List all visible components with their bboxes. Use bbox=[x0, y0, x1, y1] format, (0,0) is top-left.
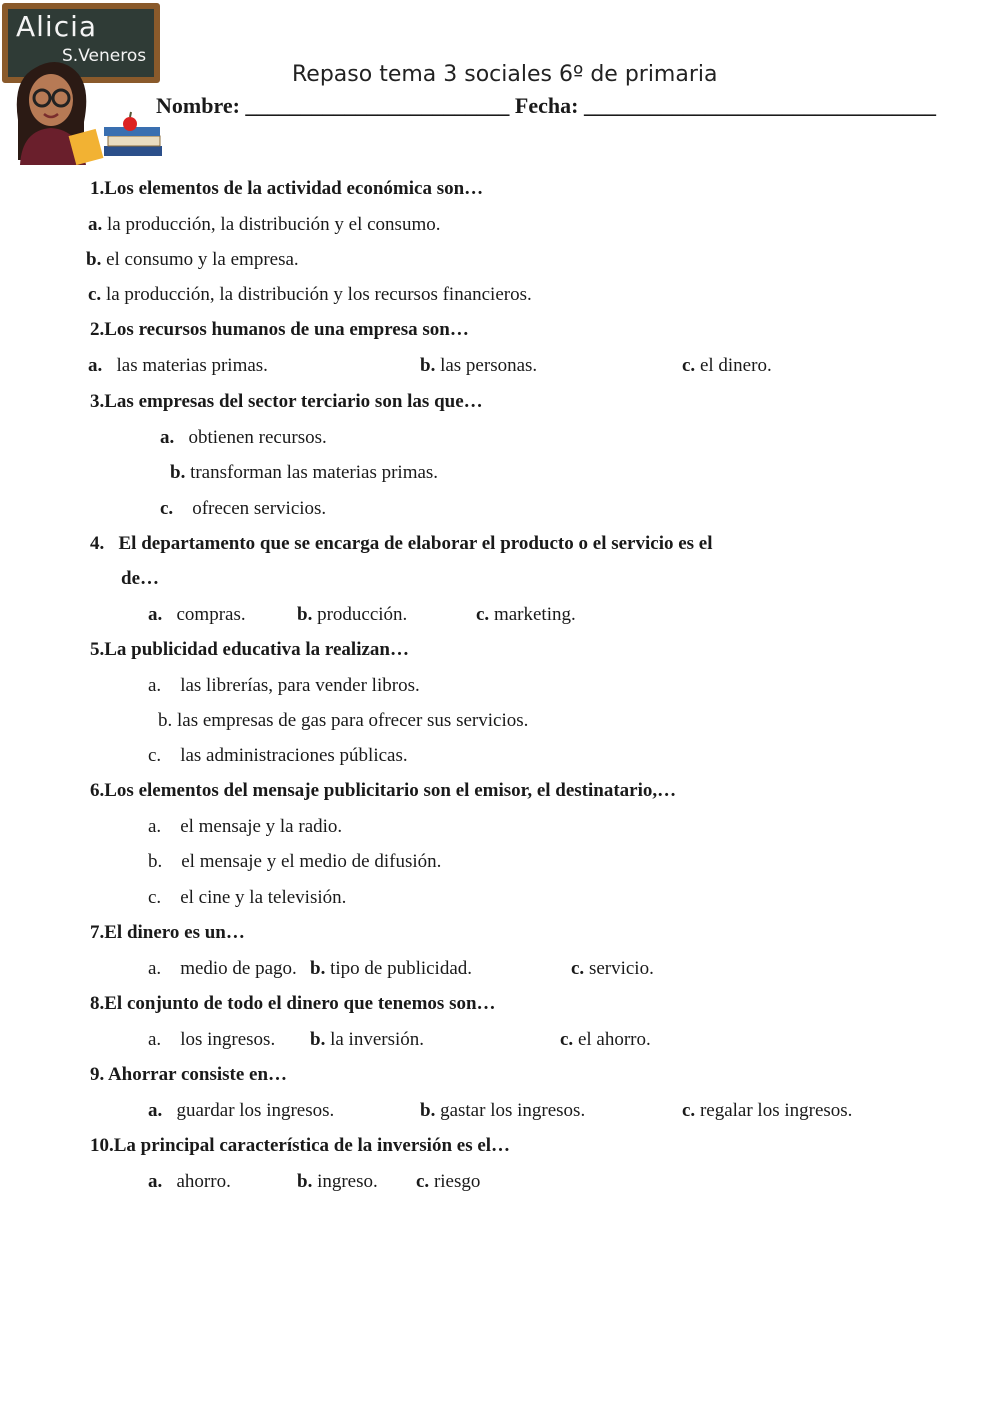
question-text: Ahorrar consiste en… bbox=[107, 1064, 288, 1085]
fecha-label: Fecha: bbox=[514, 93, 579, 118]
logo-surname: S.Veneros bbox=[62, 46, 147, 66]
option-6b[interactable]: b. el mensaje y el medio de difusión. bbox=[148, 851, 442, 872]
option-9c[interactable]: c. regalar los ingresos. bbox=[682, 1100, 853, 1121]
question-text: Los elementos de la actividad económica son… bbox=[104, 178, 484, 199]
question-text: El departamento que se encarga de elaborar el producto o el servicio es el bbox=[118, 533, 713, 554]
worksheet-title: Repaso tema 3 sociales 6º de primaria bbox=[292, 62, 718, 87]
option-9b[interactable]: b. gastar los ingresos. bbox=[420, 1100, 586, 1121]
question-number: 8. bbox=[90, 993, 105, 1014]
question-7 bbox=[90, 921, 245, 945]
option-7a[interactable]: a. medio de pago. bbox=[148, 958, 297, 979]
option-10c[interactable]: c. riesgo bbox=[416, 1171, 481, 1192]
option-2b[interactable]: b. las personas. bbox=[420, 355, 538, 376]
question-4-continued: de… bbox=[121, 568, 159, 589]
option-9a[interactable]: a. guardar los ingresos. bbox=[148, 1100, 335, 1121]
question-8 bbox=[90, 992, 496, 1016]
option-3a[interactable]: a. obtienen recursos. bbox=[160, 427, 327, 448]
question-number: 3. bbox=[90, 391, 105, 412]
question-number: 2. bbox=[90, 319, 105, 340]
question-1 bbox=[90, 177, 483, 201]
teacher-avatar-icon bbox=[0, 0, 170, 165]
question-text: Las empresas del sector terciario son las que… bbox=[104, 391, 483, 412]
question-9 bbox=[90, 1063, 287, 1087]
option-5a[interactable]: a. las librerías, para vender libros. bbox=[148, 675, 420, 696]
student-info-line bbox=[156, 93, 936, 119]
option-1b[interactable]: b. el consumo y la empresa. bbox=[86, 249, 299, 270]
question-text: El conjunto de todo el dinero que tenemos son… bbox=[104, 993, 496, 1014]
question-4 bbox=[90, 532, 713, 556]
option-8b[interactable]: b. la inversión. bbox=[310, 1029, 425, 1050]
option-1c[interactable]: c. la producción, la distribución y los recursos financieros. bbox=[88, 284, 532, 305]
question-number: 9. bbox=[90, 1064, 105, 1085]
option-10b[interactable]: b. ingreso. bbox=[297, 1171, 378, 1192]
option-7c[interactable]: c. servicio. bbox=[571, 958, 654, 979]
option-2a[interactable]: a. las materias primas. bbox=[88, 355, 268, 376]
option-1a[interactable]: a. la producción, la distribución y el consumo. bbox=[88, 214, 441, 235]
option-5b[interactable]: b. las empresas de gas para ofrecer sus servicios. bbox=[158, 710, 529, 731]
question-10 bbox=[90, 1134, 510, 1158]
question-text: Los recursos humanos de una empresa son… bbox=[104, 319, 469, 340]
logo-name: Alicia bbox=[16, 10, 98, 43]
question-3 bbox=[90, 390, 483, 414]
question-text: Los elementos del mensaje publicitario son el emisor, el destinatario,… bbox=[104, 780, 677, 801]
question-number: 5. bbox=[90, 639, 105, 660]
question-number: 4. bbox=[90, 533, 105, 554]
question-number: 7. bbox=[90, 922, 105, 943]
option-6a[interactable]: a. el mensaje y la radio. bbox=[148, 816, 343, 837]
option-2c[interactable]: c. el dinero. bbox=[682, 355, 772, 376]
question-2 bbox=[90, 318, 469, 342]
option-10a[interactable]: a. ahorro. bbox=[148, 1171, 231, 1192]
author-logo bbox=[0, 0, 170, 165]
question-number: 10. bbox=[90, 1135, 114, 1156]
option-4a[interactable]: a. compras. bbox=[148, 604, 246, 625]
option-8c[interactable]: c. el ahorro. bbox=[560, 1029, 651, 1050]
option-6c[interactable]: c. el cine y la televisión. bbox=[148, 887, 347, 908]
option-8a[interactable]: a. los ingresos. bbox=[148, 1029, 276, 1050]
option-3c[interactable]: c. ofrecen servicios. bbox=[160, 498, 327, 519]
fecha-field[interactable]: ________________________________ bbox=[583, 93, 936, 118]
question-text: El dinero es un… bbox=[104, 922, 245, 943]
nombre-label: Nombre: bbox=[156, 93, 240, 118]
question-text: La publicidad educativa la realizan… bbox=[104, 639, 409, 660]
question-text: La principal característica de la inversión es el… bbox=[113, 1135, 511, 1156]
question-number: 6. bbox=[90, 780, 105, 801]
nombre-field[interactable]: ________________________ bbox=[245, 93, 510, 118]
option-4b[interactable]: b. producción. bbox=[297, 604, 408, 625]
question-5 bbox=[90, 638, 409, 662]
option-4c[interactable]: c. marketing. bbox=[476, 604, 576, 625]
option-7b[interactable]: b. tipo de publicidad. bbox=[310, 958, 473, 979]
question-number: 1. bbox=[90, 178, 105, 199]
option-5c[interactable]: c. las administraciones públicas. bbox=[148, 745, 408, 766]
question-6 bbox=[90, 779, 676, 803]
option-3b[interactable]: b. transforman las materias primas. bbox=[170, 462, 439, 483]
